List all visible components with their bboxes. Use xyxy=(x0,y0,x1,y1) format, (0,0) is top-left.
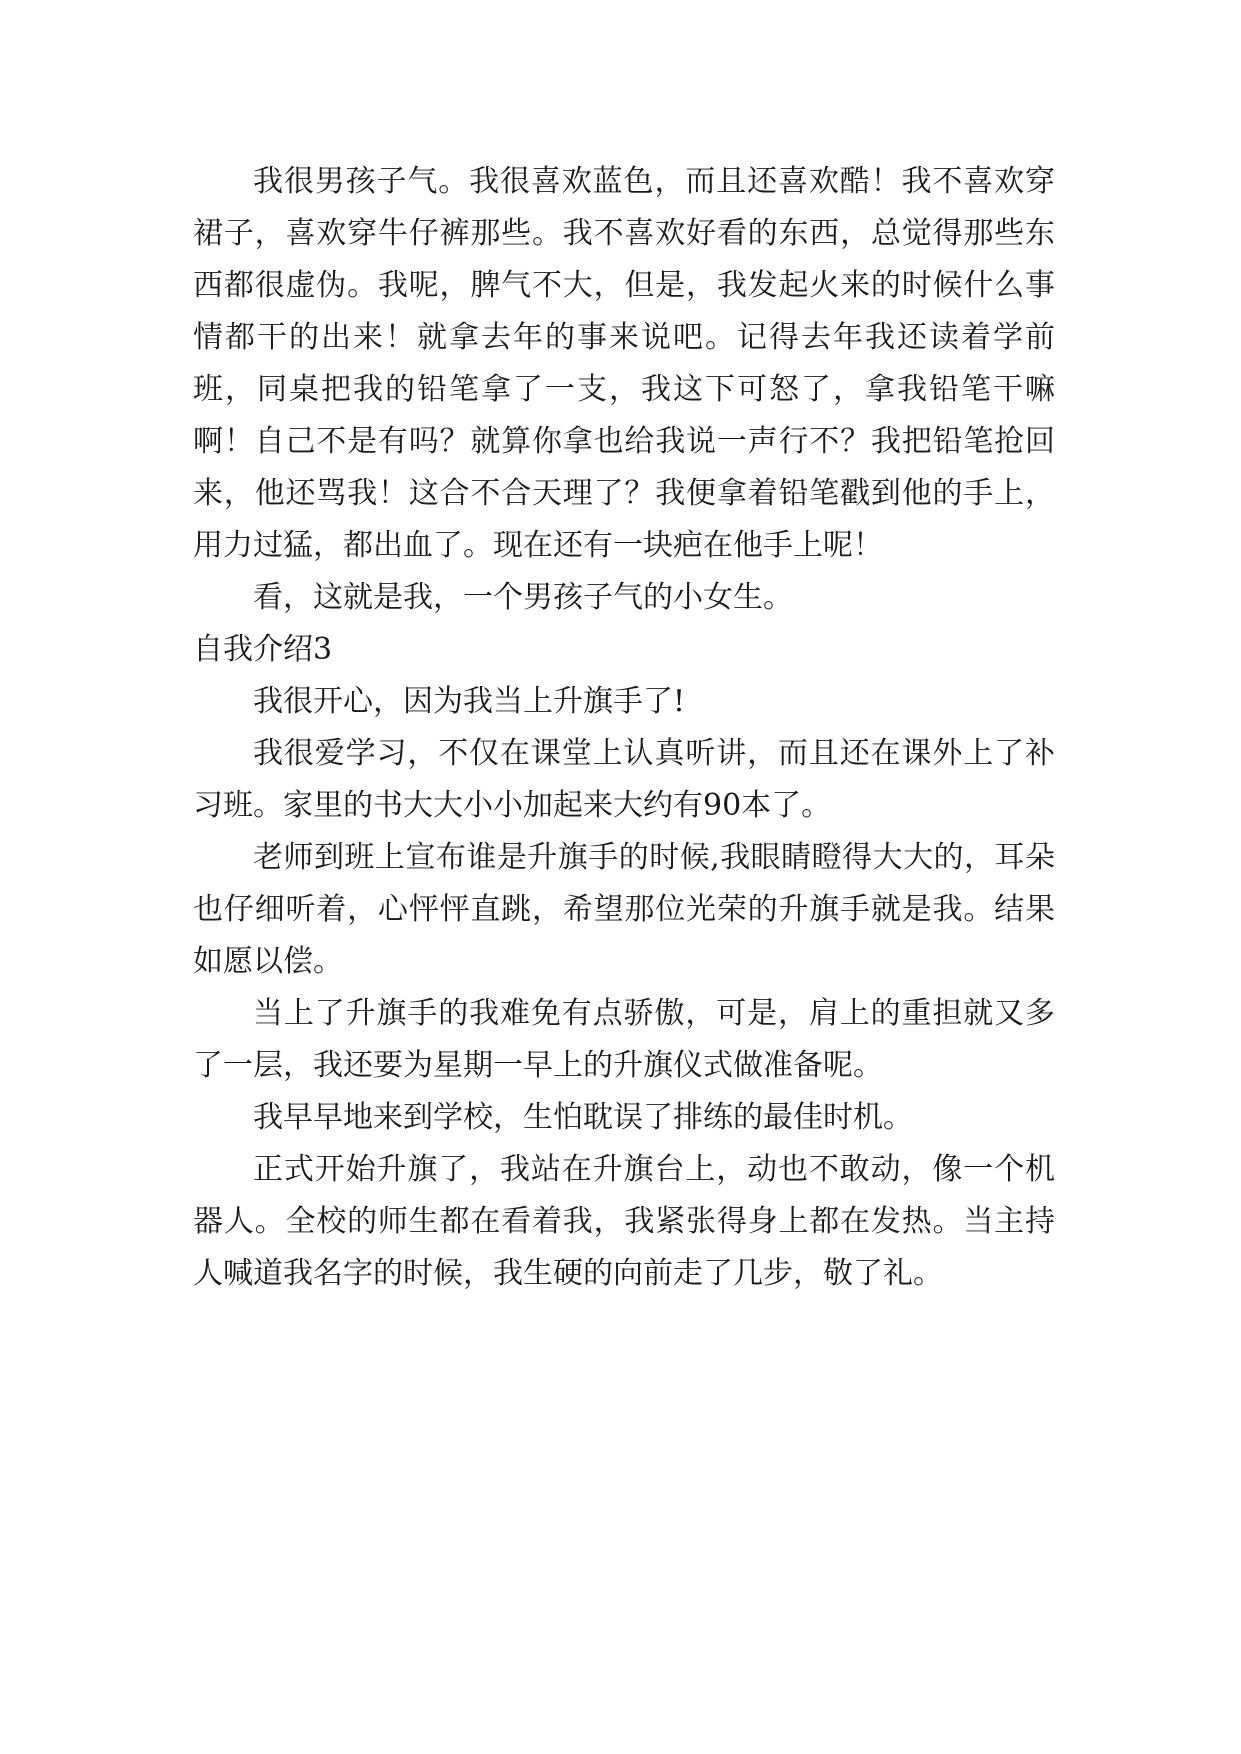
document-page xyxy=(193,156,1055,1300)
paragraph-conclusion: 看，这就是我，一个男孩子气的小女生。 xyxy=(253,580,793,615)
paragraph-study: 我很爱学习，不仅在课堂上认真听讲，而且还在课外上了补习班。家里的书大大小小加起来大约有90本了。 xyxy=(193,736,1055,823)
paragraph-ceremony: 正式开始升旗了，我站在升旗台上，动也不敢动，像一个机器人。全校的师生都在看着我，我紧张得身上都在发热。当主持人喊道我名字的时候，我生硬的向前走了几步，敬了礼。 xyxy=(193,1152,1055,1291)
paragraph-boyish: 我很男孩子气。我很喜欢蓝色，而且还喜欢酷！我不喜欢穿裙子，喜欢穿牛仔裤那些。我不喜欢好看的东西，总觉得那些东西都很虚伪。我呢，脾气不大，但是，我发起火来的时候什么事情都干的出来！就拿去年的事来说吧。记得去年我还读着学前班，同桌把我的铅笔拿了一支，我这下可怒了，拿我铅笔干嘛啊！自己不是有吗？就算你拿也给我说一声行不？我把铅笔抢回来，他还骂我！这合不合天理了？我便拿着铅笔戳到他的手上，用力过猛，都出血了。现在还有一块疤在他手上呢！ xyxy=(193,164,1055,563)
section-heading: 自我介绍3 xyxy=(193,632,333,667)
paragraph-flag-bearer: 我很开心，因为我当上升旗手了! xyxy=(253,684,686,719)
paragraph-responsibility: 当上了升旗手的我难免有点骄傲，可是，肩上的重担就又多了一层，我还要为星期一早上的升旗仪式做准备呢。 xyxy=(193,996,1055,1083)
paragraph-arrival: 我早早地来到学校，生怕耽误了排练的最佳时机。 xyxy=(253,1100,913,1135)
paragraph-announcement: 老师到班上宣布谁是升旗手的时候,我眼睛瞪得大大的，耳朵也仔细听着，心怦怦直跳，希望那位光荣的升旗手就是我。结果如愿以偿。 xyxy=(193,840,1055,979)
